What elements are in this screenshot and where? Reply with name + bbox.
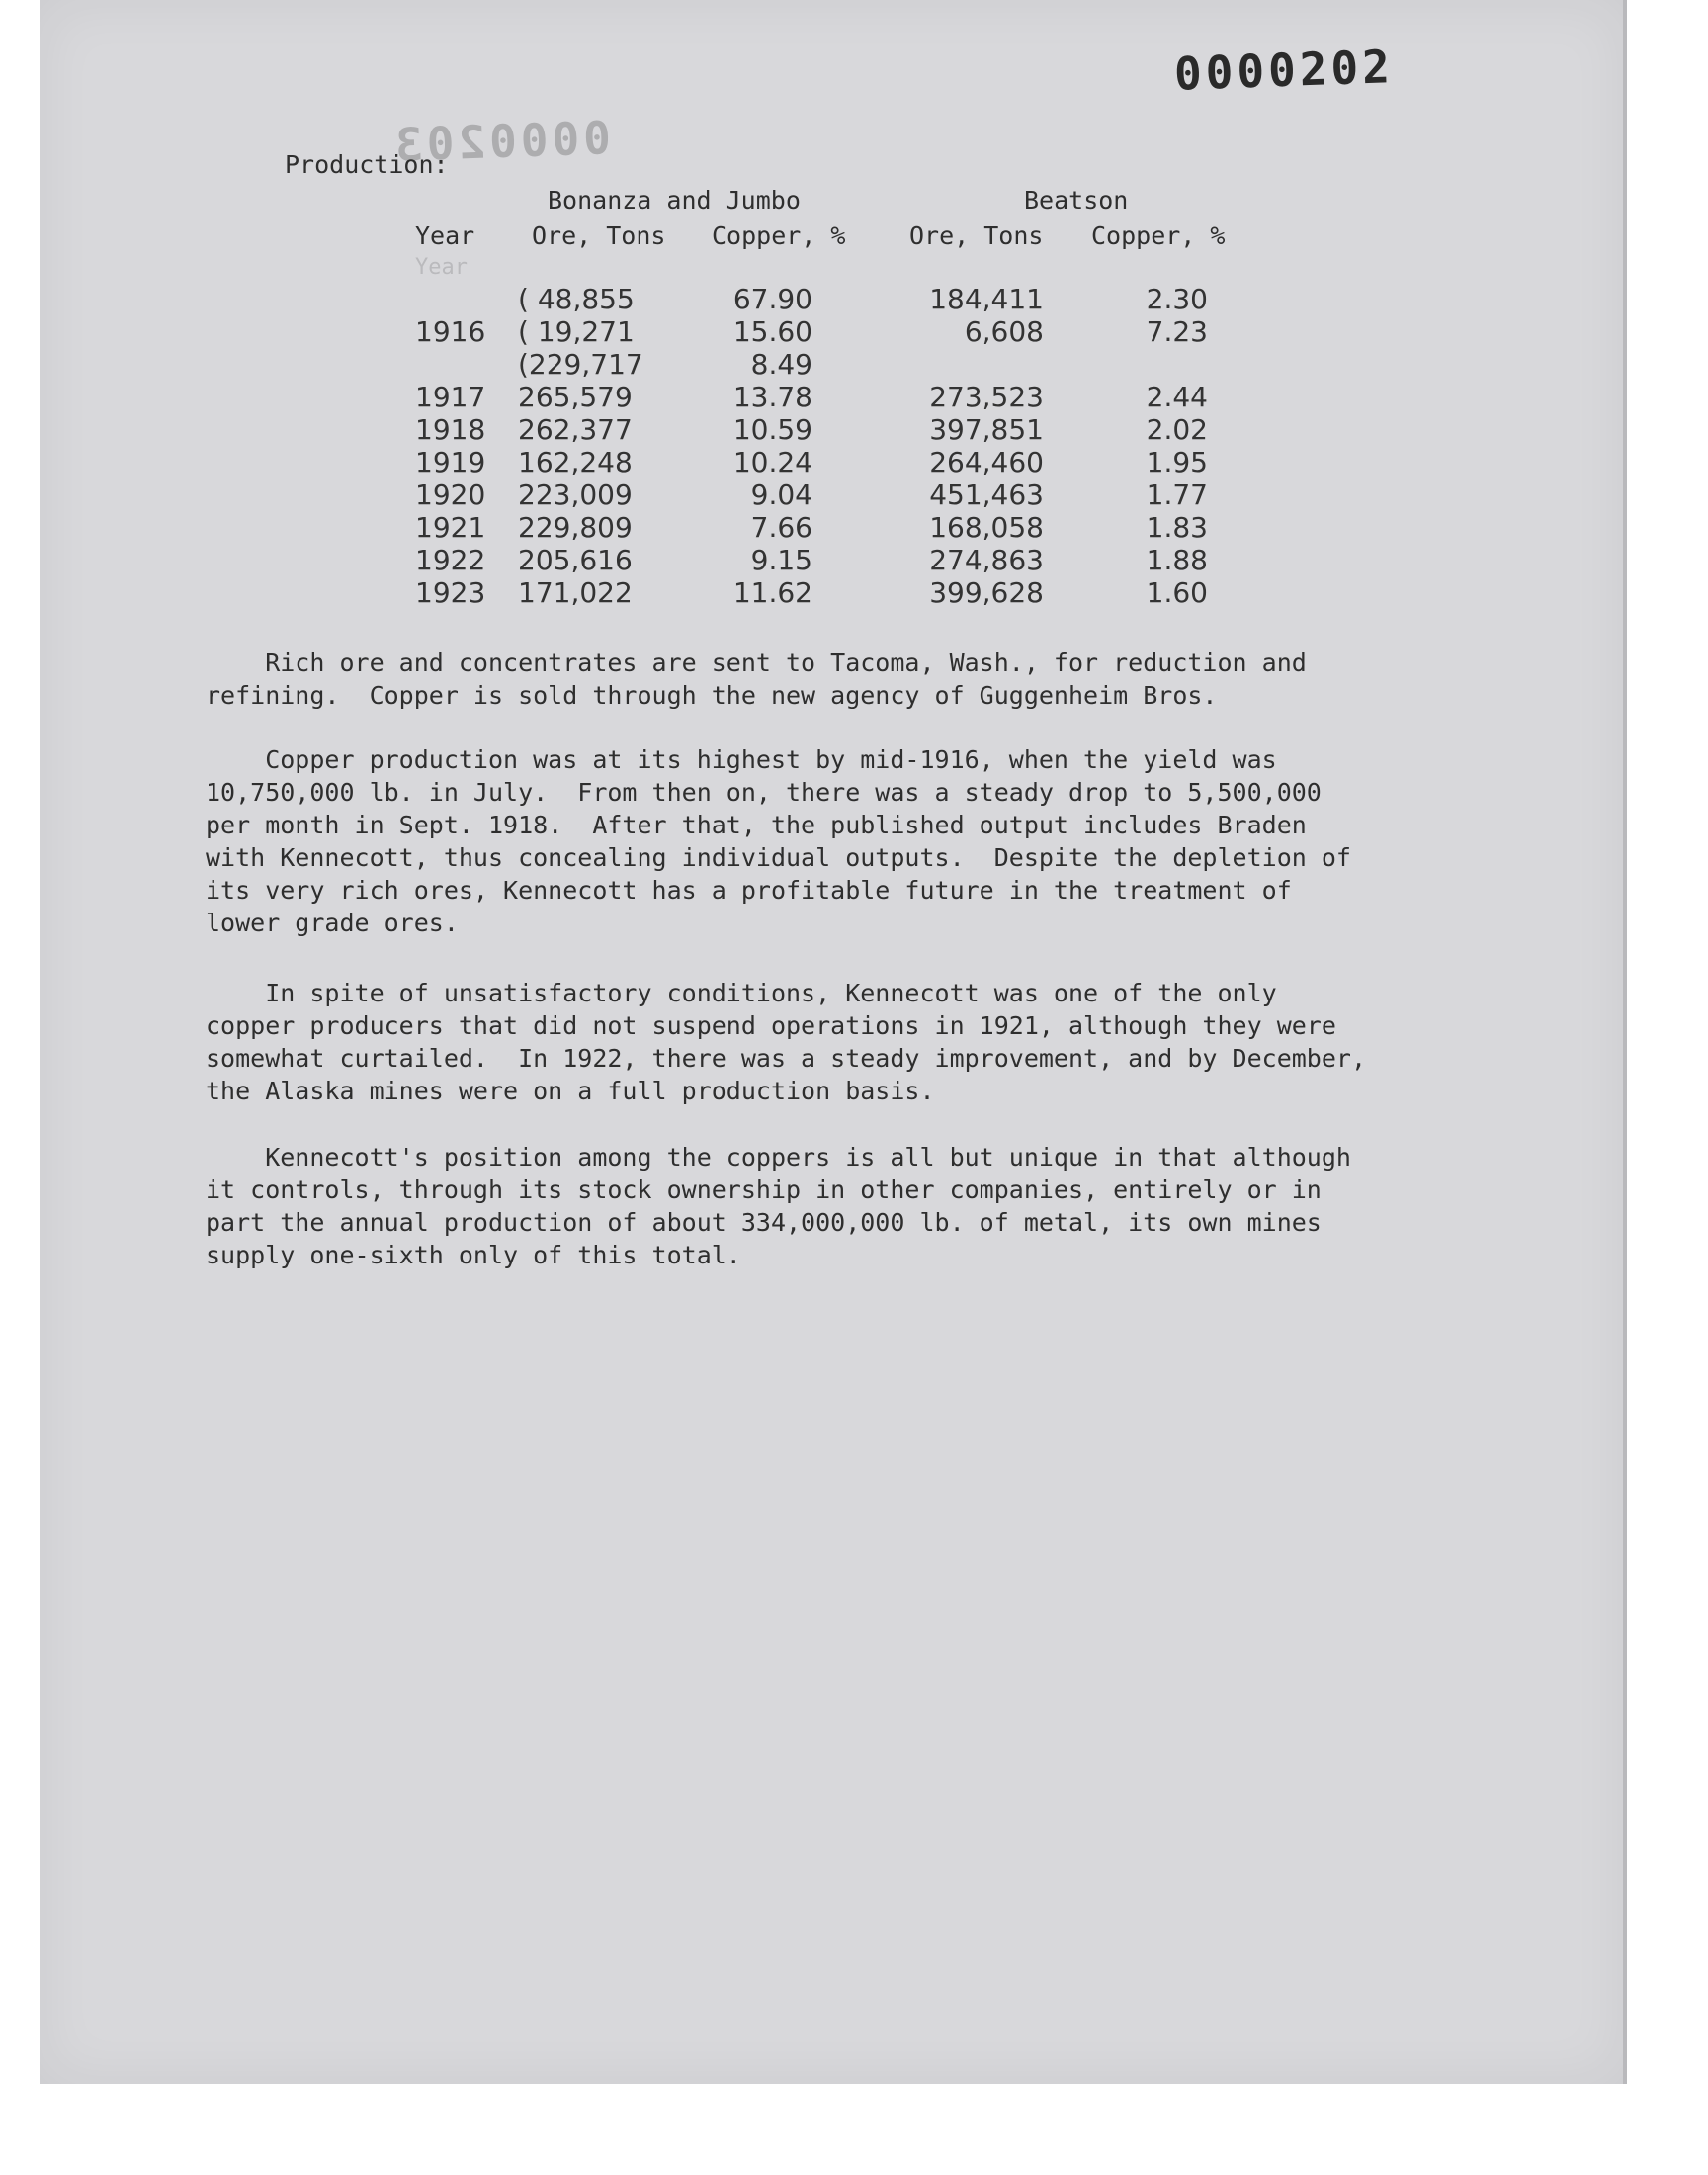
cell-b-ore: 273,523: [929, 381, 1044, 413]
paragraph: Rich ore and concentrates are sent to Tacoma, Wash., for reduction and refining. Copper is sold through the new agency of Guggenheim Bros.: [206, 649, 1307, 710]
cell-b-copper: 1.77: [1146, 478, 1208, 511]
cell-bj-ore: 262,377: [518, 413, 633, 446]
faint-year-mark: Year: [415, 255, 468, 280]
column-header-b-ore: Ore, Tons: [909, 221, 1044, 250]
cell-bj-copper: 67.90: [732, 283, 812, 315]
cell-bj-ore: 223,009: [518, 478, 633, 511]
column-header-year: Year: [415, 221, 475, 250]
cell-b-copper: 7.23: [1146, 315, 1208, 348]
cell-year: 1923: [415, 576, 486, 609]
cell-b-copper: 2.02: [1146, 413, 1208, 446]
paragraph: In spite of unsatisfactory conditions, Kennecott was one of the only copper producers that did not suspend operations in 1921, although they were somewhat curtailed. In 1922, there was a steady improvement, and by December, the Alaska mines were on a full production basis.: [206, 979, 1366, 1105]
paragraph: Copper production was at its highest by mid-1916, when the yield was 10,750,000 lb. in July. From then on, there was a steady drop to 5,500,000 per month in Sept. 1918. After that, the published output includes Braden with Kennecott, thus concealing individual outputs. Despite the depletion of its very rich ores, Kennecott has a profitable future in the treatment of lower grade ores.: [206, 745, 1351, 937]
cell-b-ore: 168,058: [929, 511, 1044, 544]
cell-bj-ore: 229,809: [518, 511, 633, 544]
column-header-b-copper: Copper, %: [1091, 221, 1226, 250]
cell-bj-ore: ( 48,855: [518, 283, 635, 315]
cell-year: 1918: [415, 413, 486, 446]
page-edge: [1623, 0, 1627, 2084]
cell-bj-ore: (229,717: [518, 348, 643, 381]
cell-year: 1919: [415, 446, 486, 478]
cell-bj-ore: ( 19,271: [518, 315, 635, 348]
cell-year: 1920: [415, 478, 486, 511]
page-number-stamp: 0000202: [1173, 40, 1395, 101]
bleed-through-stamp: 0000203: [390, 111, 612, 172]
cell-year: 1916: [415, 315, 486, 348]
cell-b-copper: 1.83: [1146, 511, 1208, 544]
cell-b-ore: 264,460: [929, 446, 1044, 478]
cell-b-copper: 1.60: [1146, 576, 1208, 609]
cell-b-ore: 399,628: [929, 576, 1044, 609]
cell-bj-copper: 13.78: [732, 381, 812, 413]
cell-b-copper: 2.30: [1146, 283, 1208, 315]
cell-bj-ore: 205,616: [518, 544, 633, 576]
cell-b-ore: 451,463: [929, 478, 1044, 511]
cell-b-ore: 397,851: [929, 413, 1044, 446]
cell-bj-copper: 11.62: [732, 576, 812, 609]
cell-bj-copper: 10.24: [732, 446, 812, 478]
cell-year: 1917: [415, 381, 486, 413]
paragraph: Kennecott's position among the coppers is all but unique in that although it controls, through its stock ownership in other companies, entirely or in part the annual production of about 334,000,000 lb. of metal, its own mines supply one-sixth only of this total.: [206, 1143, 1351, 1269]
cell-bj-ore: 171,022: [518, 576, 633, 609]
cell-bj-copper: 7.66: [750, 511, 812, 544]
cell-b-copper: 1.88: [1146, 544, 1208, 576]
cell-year: 1922: [415, 544, 486, 576]
group-header-beatson: Beatson: [1024, 186, 1129, 215]
cell-bj-copper: 15.60: [732, 315, 812, 348]
column-header-bj-copper: Copper, %: [712, 221, 846, 250]
cell-bj-copper: 10.59: [732, 413, 812, 446]
cell-bj-copper: 9.04: [750, 478, 812, 511]
group-header-bonanza-jumbo: Bonanza and Jumbo: [548, 186, 801, 215]
column-header-bj-ore: Ore, Tons: [532, 221, 666, 250]
cell-bj-copper: 9.15: [750, 544, 812, 576]
cell-year: 1921: [415, 511, 486, 544]
production-heading: Production:: [285, 150, 449, 179]
cell-b-copper: 2.44: [1146, 381, 1208, 413]
cell-b-ore: 184,411: [929, 283, 1044, 315]
cell-bj-ore: 162,248: [518, 446, 633, 478]
cell-bj-copper: 8.49: [750, 348, 812, 381]
cell-b-copper: 1.95: [1146, 446, 1208, 478]
cell-b-ore: 274,863: [929, 544, 1044, 576]
cell-b-ore: 6,608: [964, 315, 1044, 348]
cell-bj-ore: 265,579: [518, 381, 633, 413]
